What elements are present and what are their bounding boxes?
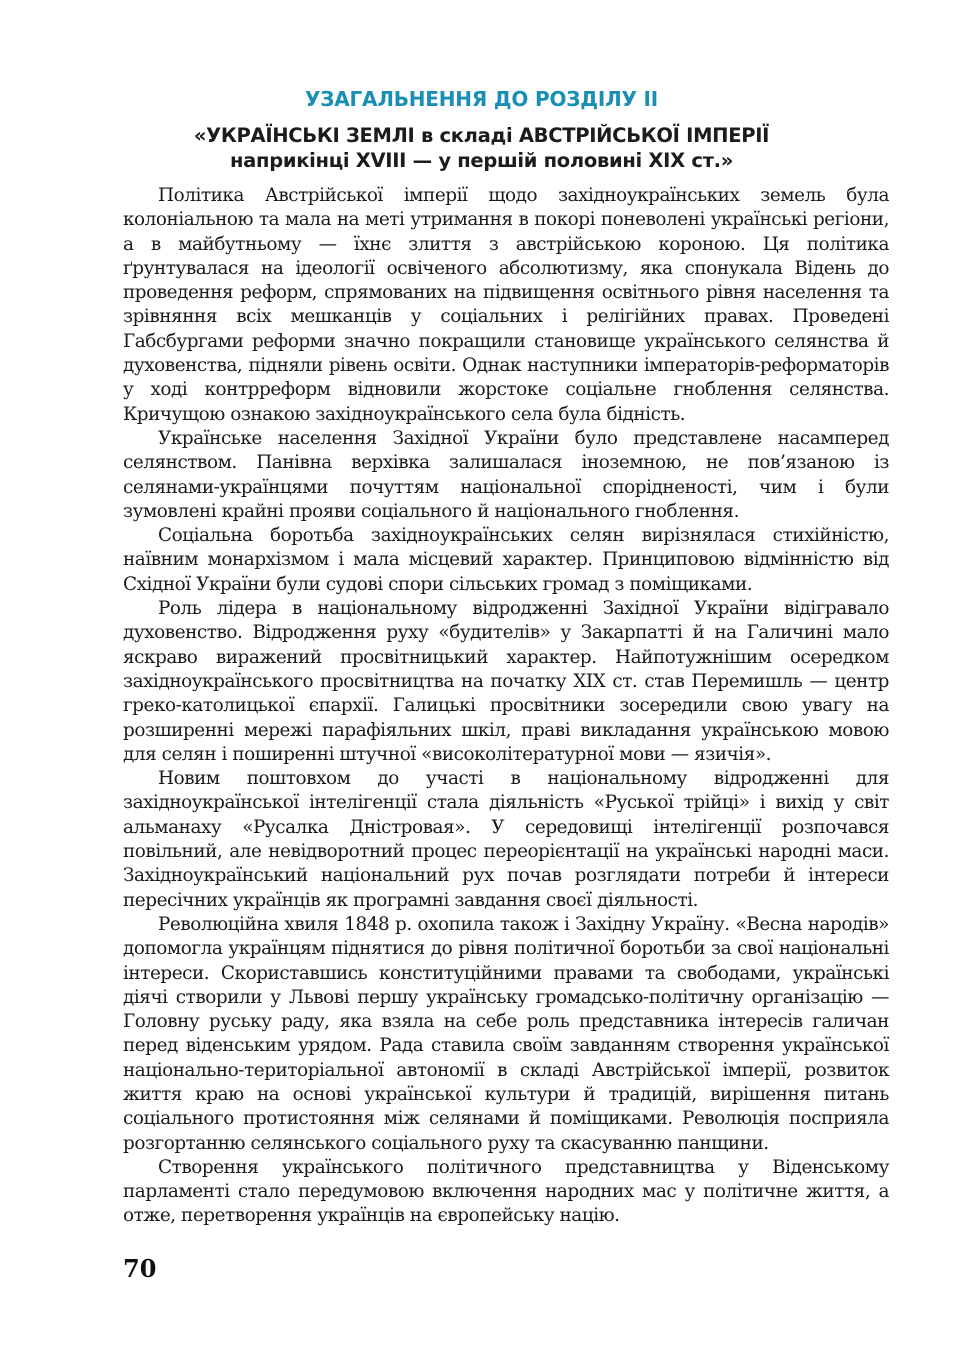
title-line-1: «УКРАЇНСЬКІ ЗЕМЛІ в складі АВСТРІЙСЬКОЇ ІМПЕРІЇ <box>193 124 770 147</box>
page-number: 70 <box>123 1254 157 1283</box>
body-text <box>123 184 889 1229</box>
title-line-2: наприкінці XVIII — у першій половині XIX ст.» <box>230 149 733 172</box>
section-label: УЗАГАЛЬНЕННЯ ДО РОЗДІЛУ ІІ <box>304 87 658 111</box>
chapter-summary-title <box>0 123 963 173</box>
paragraph: Українське населення Західної України було представлене насамперед селянством. Панівна верхівка залишалася іноземною, не пов’язаною із селянами-українцями почуттям національної спорідненості, чим і були зумовлені крайні прояви соціального й національного гноблення. <box>123 427 889 522</box>
paragraph: Революційна хвиля 1848 р. охопила також і Західну Україну. «Весна народів» допомогла українцям піднятися до рівня політичної боротьби за свої національні інтереси. Скориставшись конституційними правами та свободами, українські діячі створили у Львові першу українську громадсько-політичну організацію — Головну руську раду, яка взяла на себе роль представника інтересів галичан перед віденським урядом. Рада ставила своїм завданням створення української національно-територіальної автономії в складі Австрійської імперії, розвиток життя краю на основі української культури й традицій, вирішення питань соціального протистояння між селянами й поміщиками. Революція посприяла розгортанню селянського соціального руху та скасуванню панщини. <box>123 913 889 1154</box>
paragraph: Новим поштовхом до участі в національному відродженні для західноукраїнської інтелігенції стала діяльність «Руської трійці» і вихід у світ альманаху «Русалка Дністровая». У середовищі інтелігенції розпочався повільний, але невідворотний процес переорієнтації на українські народні маси. Західноукраїнський національний рух почав розглядати потреби й інтереси пересічних українців як програмні завдання своєї діяльності. <box>123 768 889 911</box>
paragraph: Соціальна боротьба західноукраїнських селян вирізнялася стихійністю, наївним монархізмом і мала місцевий характер. Принциповою відмінністю від Східної України були судові спори сільських громад з поміщиками. <box>123 525 889 595</box>
paragraph: Створення українського політичного представництва у Віденському парламенті стало передумовою включення народних мас у політичне життя, а отже, перетворення українців на європейську націю. <box>123 1156 889 1227</box>
paragraph: Роль лідера в національному відродженні Західної України відігравало духовенство. Відродження руху «будителів» у Закарпатті й на Галичині мало яскраво виражений просвітницький характер. Найпотужнішим осередком західноукраїнського просвітництва на початку XIX ст. став Перемишль — центр греко-католицької єпархії. Галицькі просвітники зосередили свою увагу на розширенні мережі парафіяльних шкіл, праві викладання українською мовою для селян і поширенні штучної «високолітературної мови — язичія». <box>123 598 889 765</box>
paragraph: Політика Австрійської імперії щодо західноукраїнських земель була колоніальною та мала на меті утримання в покорі поневолені українські регіони, а в майбутньому — їхнє злиття з австрійською короною. Ця політика ґрунтувалася на ідеології освіченого абсолютизму, яка спонукала Відень до проведення реформ, спрямованих на підвищення освітнього рівня населення та зрівняння всіх мешканців у соціальних і релігійних правах. Проведені Габсбургами реформи значно покращили становище українського селянства й духовенства, підняли рівень освіти. Однак наступники імператорів-реформаторів у ході контрреформ відновили жорстоке соціальне гноблення селянства. Кричущою ознакою західноукраїнського села була бідність. <box>123 185 889 425</box>
